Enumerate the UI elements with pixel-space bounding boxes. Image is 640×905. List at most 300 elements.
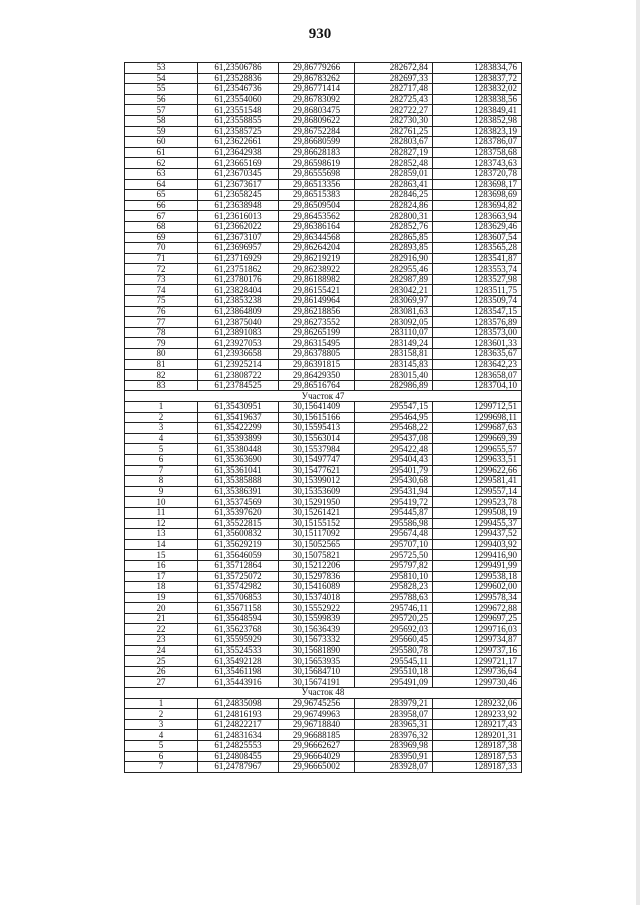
latitude-cell: 61,35380448 (198, 444, 279, 455)
y-coordinate-cell: 1283743,63 (433, 158, 522, 169)
point-number-cell: 53 (125, 63, 198, 74)
x-coordinate-cell: 283928,07 (355, 762, 433, 773)
longitude-cell: 30,15212206 (279, 560, 355, 571)
x-coordinate-cell: 295788,63 (355, 592, 433, 603)
y-coordinate-cell: 1283553,74 (433, 264, 522, 275)
x-coordinate-cell: 283965,31 (355, 719, 433, 730)
point-number-cell: 60 (125, 137, 198, 148)
table-row (125, 603, 522, 614)
latitude-cell: 61,35430951 (198, 402, 279, 413)
x-coordinate-cell: 295510,18 (355, 666, 433, 677)
x-coordinate-cell: 283958,07 (355, 709, 433, 720)
y-coordinate-cell: 1299730,46 (433, 677, 522, 688)
table-row (125, 518, 522, 529)
point-number-cell: 54 (125, 73, 198, 84)
point-number-cell: 82 (125, 370, 198, 381)
x-coordinate-cell: 282672,84 (355, 63, 433, 74)
table-row (125, 507, 522, 518)
longitude-cell: 30,15537984 (279, 444, 355, 455)
point-number-cell: 6 (125, 751, 198, 762)
table-row (125, 529, 522, 540)
x-coordinate-cell: 282697,33 (355, 73, 433, 84)
latitude-cell: 61,23546736 (198, 84, 279, 95)
longitude-cell: 30,15374018 (279, 592, 355, 603)
table-row (125, 582, 522, 593)
table-row (125, 285, 522, 296)
latitude-cell: 61,35374569 (198, 497, 279, 508)
latitude-cell: 61,35646059 (198, 550, 279, 561)
latitude-cell: 61,23665169 (198, 158, 279, 169)
y-coordinate-cell: 1283698,69 (433, 190, 522, 201)
latitude-cell: 61,35648594 (198, 613, 279, 624)
point-number-cell: 6 (125, 454, 198, 465)
x-coordinate-cell: 295422,48 (355, 444, 433, 455)
longitude-cell: 29,96749963 (279, 709, 355, 720)
longitude-cell: 30,15615166 (279, 412, 355, 423)
table-row (125, 274, 522, 285)
longitude-cell: 29,86555698 (279, 168, 355, 179)
longitude-cell: 30,15653935 (279, 656, 355, 667)
longitude-cell: 30,15477621 (279, 465, 355, 476)
latitude-cell: 61,35742982 (198, 582, 279, 593)
latitude-cell: 61,23528836 (198, 73, 279, 84)
latitude-cell: 61,24808455 (198, 751, 279, 762)
point-number-cell: 62 (125, 158, 198, 169)
latitude-cell: 61,23696957 (198, 243, 279, 254)
y-coordinate-cell: 1283527,98 (433, 274, 522, 285)
x-coordinate-cell: 295437,08 (355, 433, 433, 444)
point-number-cell: 17 (125, 571, 198, 582)
x-coordinate-cell: 295580,78 (355, 645, 433, 656)
latitude-cell: 61,23673107 (198, 232, 279, 243)
y-coordinate-cell: 1283541,87 (433, 253, 522, 264)
table-row (125, 137, 522, 148)
x-coordinate-cell: 283081,63 (355, 306, 433, 317)
point-number-cell: 72 (125, 264, 198, 275)
x-coordinate-cell: 282803,67 (355, 137, 433, 148)
point-number-cell: 12 (125, 518, 198, 529)
y-coordinate-cell: 1299655,57 (433, 444, 522, 455)
longitude-cell: 30,15497747 (279, 454, 355, 465)
x-coordinate-cell: 282865,85 (355, 232, 433, 243)
x-coordinate-cell: 295720,25 (355, 613, 433, 624)
longitude-cell: 30,15117092 (279, 529, 355, 540)
latitude-cell: 61,24825553 (198, 741, 279, 752)
y-coordinate-cell: 1289217,43 (433, 719, 522, 730)
y-coordinate-cell: 1289187,53 (433, 751, 522, 762)
longitude-cell: 30,15636439 (279, 624, 355, 635)
longitude-cell: 29,86516764 (279, 380, 355, 391)
latitude-cell: 61,24787967 (198, 762, 279, 773)
longitude-cell: 29,96688185 (279, 730, 355, 741)
longitude-cell: 29,86809622 (279, 115, 355, 126)
y-coordinate-cell: 1299672,88 (433, 603, 522, 614)
y-coordinate-cell: 1283607,54 (433, 232, 522, 243)
longitude-cell: 29,96745256 (279, 698, 355, 709)
y-coordinate-cell: 1283658,07 (433, 370, 522, 381)
y-coordinate-cell: 1299538,18 (433, 571, 522, 582)
y-coordinate-cell: 1299523,78 (433, 497, 522, 508)
x-coordinate-cell: 283069,97 (355, 296, 433, 307)
longitude-cell: 30,15261421 (279, 507, 355, 518)
point-number-cell: 10 (125, 497, 198, 508)
x-coordinate-cell: 282852,48 (355, 158, 433, 169)
longitude-cell: 29,86218856 (279, 306, 355, 317)
point-number-cell: 68 (125, 221, 198, 232)
longitude-cell: 29,96664029 (279, 751, 355, 762)
latitude-cell: 61,35706853 (198, 592, 279, 603)
x-coordinate-cell: 282987,89 (355, 274, 433, 285)
latitude-cell: 61,23658245 (198, 190, 279, 201)
point-number-cell: 15 (125, 550, 198, 561)
table-row (125, 105, 522, 116)
latitude-cell: 61,35422299 (198, 423, 279, 434)
point-number-cell: 74 (125, 285, 198, 296)
latitude-cell: 61,23670345 (198, 168, 279, 179)
longitude-cell: 30,15297836 (279, 571, 355, 582)
y-coordinate-cell: 1289201,31 (433, 730, 522, 741)
y-coordinate-cell: 1283834,76 (433, 63, 522, 74)
y-coordinate-cell: 1299698,11 (433, 412, 522, 423)
longitude-cell: 30,15599839 (279, 613, 355, 624)
latitude-cell: 61,24822217 (198, 719, 279, 730)
point-number-cell: 63 (125, 168, 198, 179)
x-coordinate-cell: 295810,10 (355, 571, 433, 582)
x-coordinate-cell: 282824,86 (355, 200, 433, 211)
latitude-cell: 61,23853238 (198, 296, 279, 307)
longitude-cell: 29,96662627 (279, 741, 355, 752)
point-number-cell: 73 (125, 274, 198, 285)
y-coordinate-cell: 1299578,34 (433, 592, 522, 603)
longitude-cell: 29,86515383 (279, 190, 355, 201)
y-coordinate-cell: 1283832,02 (433, 84, 522, 95)
latitude-cell: 61,35623768 (198, 624, 279, 635)
latitude-cell: 61,35361041 (198, 465, 279, 476)
table-row (125, 624, 522, 635)
y-coordinate-cell: 1299602,00 (433, 582, 522, 593)
latitude-cell: 61,24816193 (198, 709, 279, 720)
x-coordinate-cell: 283042,21 (355, 285, 433, 296)
point-number-cell: 69 (125, 232, 198, 243)
table-row (125, 613, 522, 624)
section-title: Участок 48 (125, 688, 522, 699)
latitude-cell: 61,35712864 (198, 560, 279, 571)
point-number-cell: 7 (125, 762, 198, 773)
y-coordinate-cell: 1283852,98 (433, 115, 522, 126)
y-coordinate-cell: 1289233,92 (433, 709, 522, 720)
point-number-cell: 79 (125, 338, 198, 349)
x-coordinate-cell: 295797,82 (355, 560, 433, 571)
y-coordinate-cell: 1289187,33 (433, 762, 522, 773)
x-coordinate-cell: 295692,03 (355, 624, 433, 635)
longitude-cell: 29,86386164 (279, 221, 355, 232)
y-coordinate-cell: 1283576,89 (433, 317, 522, 328)
table-row (125, 168, 522, 179)
y-coordinate-cell: 1299581,41 (433, 476, 522, 487)
section-header-row (125, 391, 522, 402)
x-coordinate-cell: 283950,91 (355, 751, 433, 762)
longitude-cell: 29,86378805 (279, 349, 355, 360)
y-coordinate-cell: 1289187,38 (433, 741, 522, 752)
y-coordinate-cell: 1299712,51 (433, 402, 522, 413)
y-coordinate-cell: 1283823,19 (433, 126, 522, 137)
longitude-cell: 30,15674191 (279, 677, 355, 688)
longitude-cell: 29,86628183 (279, 147, 355, 158)
point-number-cell: 16 (125, 560, 198, 571)
latitude-cell: 61,23551548 (198, 105, 279, 116)
table-row (125, 349, 522, 360)
longitude-cell: 30,15075821 (279, 550, 355, 561)
point-number-cell: 9 (125, 486, 198, 497)
table-row (125, 656, 522, 667)
y-coordinate-cell: 1283837,72 (433, 73, 522, 84)
coordinates-table-body (125, 63, 522, 773)
point-number-cell: 55 (125, 84, 198, 95)
table-row (125, 243, 522, 254)
x-coordinate-cell: 283969,98 (355, 741, 433, 752)
point-number-cell: 7 (125, 465, 198, 476)
latitude-cell: 61,35363690 (198, 454, 279, 465)
point-number-cell: 26 (125, 666, 198, 677)
longitude-cell: 29,86344568 (279, 232, 355, 243)
point-number-cell: 61 (125, 147, 198, 158)
point-number-cell: 56 (125, 94, 198, 105)
y-coordinate-cell: 1299508,19 (433, 507, 522, 518)
latitude-cell: 61,35397620 (198, 507, 279, 518)
table-row (125, 370, 522, 381)
longitude-cell: 29,86273552 (279, 317, 355, 328)
latitude-cell: 61,23828404 (198, 285, 279, 296)
latitude-cell: 61,35386391 (198, 486, 279, 497)
x-coordinate-cell: 283110,07 (355, 327, 433, 338)
latitude-cell: 61,23808722 (198, 370, 279, 381)
latitude-cell: 61,23622661 (198, 137, 279, 148)
latitude-cell: 61,35671158 (198, 603, 279, 614)
section-title: Участок 47 (125, 391, 522, 402)
table-row (125, 327, 522, 338)
table-row (125, 94, 522, 105)
longitude-cell: 29,86429350 (279, 370, 355, 381)
y-coordinate-cell: 1283565,28 (433, 243, 522, 254)
x-coordinate-cell: 283015,40 (355, 370, 433, 381)
point-number-cell: 4 (125, 433, 198, 444)
table-row (125, 497, 522, 508)
longitude-cell: 29,86779266 (279, 63, 355, 74)
latitude-cell: 61,24831634 (198, 730, 279, 741)
y-coordinate-cell: 1283704,10 (433, 380, 522, 391)
y-coordinate-cell: 1299437,52 (433, 529, 522, 540)
y-coordinate-cell: 1283720,78 (433, 168, 522, 179)
latitude-cell: 61,35629219 (198, 539, 279, 550)
table-row (125, 539, 522, 550)
point-number-cell: 3 (125, 719, 198, 730)
longitude-cell: 30,15416089 (279, 582, 355, 593)
scan-edge-shadow (636, 0, 640, 905)
x-coordinate-cell: 282717,48 (355, 84, 433, 95)
table-row (125, 433, 522, 444)
longitude-cell: 30,15399012 (279, 476, 355, 487)
x-coordinate-cell: 282761,25 (355, 126, 433, 137)
x-coordinate-cell: 282859,01 (355, 168, 433, 179)
latitude-cell: 61,23616013 (198, 211, 279, 222)
table-row (125, 253, 522, 264)
longitude-cell: 30,15291950 (279, 497, 355, 508)
x-coordinate-cell: 282800,31 (355, 211, 433, 222)
point-number-cell: 67 (125, 211, 198, 222)
section-header-row (125, 688, 522, 699)
table-row (125, 200, 522, 211)
point-number-cell: 65 (125, 190, 198, 201)
point-number-cell: 2 (125, 412, 198, 423)
point-number-cell: 81 (125, 359, 198, 370)
latitude-cell: 61,23506786 (198, 63, 279, 74)
latitude-cell: 61,23673617 (198, 179, 279, 190)
longitude-cell: 29,86219219 (279, 253, 355, 264)
x-coordinate-cell: 282846,25 (355, 190, 433, 201)
x-coordinate-cell: 282986,89 (355, 380, 433, 391)
latitude-cell: 61,23716929 (198, 253, 279, 264)
table-row (125, 338, 522, 349)
point-number-cell: 4 (125, 730, 198, 741)
y-coordinate-cell: 1283838,56 (433, 94, 522, 105)
latitude-cell: 61,35595929 (198, 635, 279, 646)
x-coordinate-cell: 282893,85 (355, 243, 433, 254)
longitude-cell: 29,86265199 (279, 327, 355, 338)
longitude-cell: 30,15052565 (279, 539, 355, 550)
latitude-cell: 61,24835098 (198, 698, 279, 709)
table-row (125, 730, 522, 741)
table-row (125, 550, 522, 561)
y-coordinate-cell: 1299734,87 (433, 635, 522, 646)
y-coordinate-cell: 1299669,39 (433, 433, 522, 444)
latitude-cell: 61,23925214 (198, 359, 279, 370)
longitude-cell: 30,15155152 (279, 518, 355, 529)
x-coordinate-cell: 282730,30 (355, 115, 433, 126)
point-number-cell: 8 (125, 476, 198, 487)
latitude-cell: 61,23642938 (198, 147, 279, 158)
point-number-cell: 80 (125, 349, 198, 360)
x-coordinate-cell: 282955,46 (355, 264, 433, 275)
latitude-cell: 61,23554060 (198, 94, 279, 105)
table-row (125, 264, 522, 275)
y-coordinate-cell: 1299416,90 (433, 550, 522, 561)
point-number-cell: 21 (125, 613, 198, 624)
x-coordinate-cell: 295404,43 (355, 454, 433, 465)
longitude-cell: 29,86155421 (279, 285, 355, 296)
longitude-cell: 29,86509504 (279, 200, 355, 211)
x-coordinate-cell: 295674,48 (355, 529, 433, 540)
table-row (125, 635, 522, 646)
point-number-cell: 76 (125, 306, 198, 317)
y-coordinate-cell: 1283511,75 (433, 285, 522, 296)
x-coordinate-cell: 283979,21 (355, 698, 433, 709)
y-coordinate-cell: 1299491,99 (433, 560, 522, 571)
table-row (125, 751, 522, 762)
x-coordinate-cell: 282916,90 (355, 253, 433, 264)
y-coordinate-cell: 1283573,00 (433, 327, 522, 338)
table-row (125, 211, 522, 222)
point-number-cell: 5 (125, 444, 198, 455)
longitude-cell: 29,86680599 (279, 137, 355, 148)
point-number-cell: 22 (125, 624, 198, 635)
latitude-cell: 61,35393899 (198, 433, 279, 444)
x-coordinate-cell: 282863,41 (355, 179, 433, 190)
longitude-cell: 30,15681890 (279, 645, 355, 656)
point-number-cell: 19 (125, 592, 198, 603)
point-number-cell: 1 (125, 402, 198, 413)
table-row (125, 465, 522, 476)
point-number-cell: 3 (125, 423, 198, 434)
latitude-cell: 61,23780176 (198, 274, 279, 285)
point-number-cell: 25 (125, 656, 198, 667)
longitude-cell: 29,86188982 (279, 274, 355, 285)
table-row (125, 115, 522, 126)
x-coordinate-cell: 282725,43 (355, 94, 433, 105)
point-number-cell: 78 (125, 327, 198, 338)
table-row (125, 84, 522, 95)
latitude-cell: 61,35385888 (198, 476, 279, 487)
point-number-cell: 14 (125, 539, 198, 550)
x-coordinate-cell: 295419,72 (355, 497, 433, 508)
y-coordinate-cell: 1283601,33 (433, 338, 522, 349)
x-coordinate-cell: 295547,15 (355, 402, 433, 413)
longitude-cell: 29,86238922 (279, 264, 355, 275)
x-coordinate-cell: 283976,32 (355, 730, 433, 741)
point-number-cell: 23 (125, 635, 198, 646)
longitude-cell: 29,86453562 (279, 211, 355, 222)
point-number-cell: 77 (125, 317, 198, 328)
table-row (125, 423, 522, 434)
point-number-cell: 27 (125, 677, 198, 688)
y-coordinate-cell: 1283698,17 (433, 179, 522, 190)
latitude-cell: 61,35522815 (198, 518, 279, 529)
latitude-cell: 61,23662022 (198, 221, 279, 232)
page-number: 930 (308, 26, 332, 42)
table-row (125, 698, 522, 709)
x-coordinate-cell: 295586,98 (355, 518, 433, 529)
table-row (125, 412, 522, 423)
point-number-cell: 83 (125, 380, 198, 391)
longitude-cell: 29,86783092 (279, 94, 355, 105)
longitude-cell: 29,96718840 (279, 719, 355, 730)
x-coordinate-cell: 295746,11 (355, 603, 433, 614)
x-coordinate-cell: 295468,22 (355, 423, 433, 434)
y-coordinate-cell: 1299622,66 (433, 465, 522, 476)
x-coordinate-cell: 295828,23 (355, 582, 433, 593)
longitude-cell: 29,86771414 (279, 84, 355, 95)
x-coordinate-cell: 283145,83 (355, 359, 433, 370)
point-number-cell: 71 (125, 253, 198, 264)
table-row (125, 158, 522, 169)
y-coordinate-cell: 1299557,14 (433, 486, 522, 497)
table-row (125, 402, 522, 413)
longitude-cell: 29,86149964 (279, 296, 355, 307)
point-number-cell: 57 (125, 105, 198, 116)
table-row (125, 380, 522, 391)
longitude-cell: 29,86598619 (279, 158, 355, 169)
table-row (125, 476, 522, 487)
table-row (125, 296, 522, 307)
point-number-cell: 75 (125, 296, 198, 307)
table-row (125, 666, 522, 677)
y-coordinate-cell: 1299633,51 (433, 454, 522, 465)
y-coordinate-cell: 1283663,94 (433, 211, 522, 222)
longitude-cell: 29,86315495 (279, 338, 355, 349)
table-row (125, 63, 522, 74)
table-row (125, 560, 522, 571)
point-number-cell: 13 (125, 529, 198, 540)
y-coordinate-cell: 1283642,23 (433, 359, 522, 370)
